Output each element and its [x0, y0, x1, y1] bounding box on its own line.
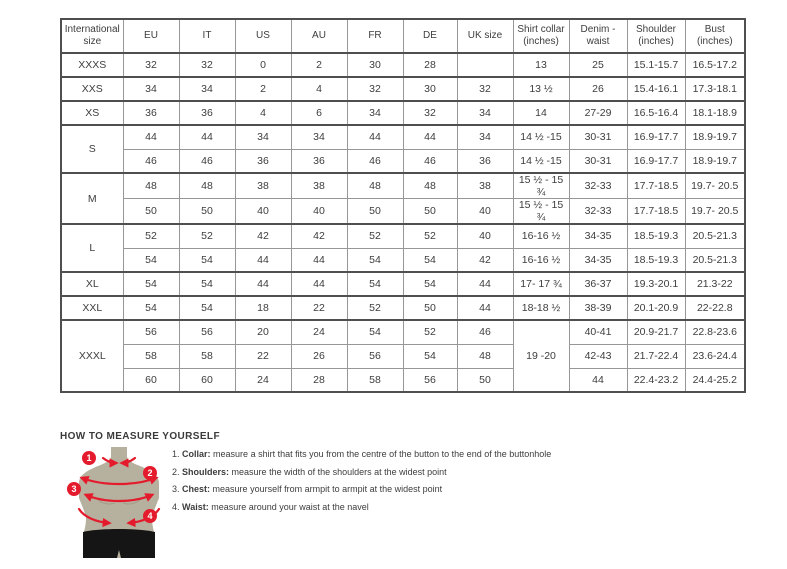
table-cell: 38	[457, 173, 513, 199]
table-cell: 27-29	[569, 101, 627, 125]
column-header: IT	[179, 19, 235, 53]
table-cell: 13 ½	[513, 77, 569, 101]
table-cell: 30-31	[569, 149, 627, 173]
table-cell: 52	[403, 224, 457, 248]
column-header: Denim - waist	[569, 19, 627, 53]
table-cell: 44	[291, 272, 347, 296]
table-cell: 4	[291, 77, 347, 101]
size-label-cell: XXXL	[61, 320, 123, 392]
table-row	[61, 125, 745, 149]
table-cell: 50	[403, 199, 457, 225]
table-row	[61, 224, 745, 248]
table-cell: 48	[347, 173, 403, 199]
table-cell: 54	[347, 272, 403, 296]
column-header: Shirt collar (inches)	[513, 19, 569, 53]
table-cell: 44	[347, 125, 403, 149]
table-cell: 42	[291, 224, 347, 248]
table-cell: 52	[347, 296, 403, 320]
size-label-cell: L	[61, 224, 123, 272]
table-cell: 44	[123, 125, 179, 149]
table-row	[61, 368, 745, 392]
table-cell: 44	[569, 368, 627, 392]
size-chart-table	[60, 18, 746, 393]
table-cell: 30-31	[569, 125, 627, 149]
table-cell: 17.3-18.1	[685, 77, 745, 101]
table-cell: 46	[457, 320, 513, 344]
table-cell: 22.8-23.6	[685, 320, 745, 344]
measure-section-heading: HOW TO MEASURE YOURSELF	[60, 431, 220, 442]
table-cell: 44	[403, 125, 457, 149]
table-cell: 34	[457, 101, 513, 125]
table-cell: 32	[179, 53, 235, 77]
table-cell: 34	[457, 125, 513, 149]
table-cell: 23.6-24.4	[685, 344, 745, 368]
column-header: Bust (inches)	[685, 19, 745, 53]
column-header: AU	[291, 19, 347, 53]
table-cell: 54	[347, 248, 403, 272]
instruction-waist	[172, 502, 551, 513]
table-cell: 48	[179, 173, 235, 199]
table-cell: 56	[123, 320, 179, 344]
table-row	[61, 272, 745, 296]
table-cell: 56	[347, 344, 403, 368]
table-cell: 20.5-21.3	[685, 224, 745, 248]
table-cell: 58	[123, 344, 179, 368]
table-cell: 54	[403, 344, 457, 368]
figure-badge-3	[67, 482, 81, 496]
figure-badge-2	[143, 466, 157, 480]
table-cell: 17.7-18.5	[627, 173, 685, 199]
table-cell: 38	[291, 173, 347, 199]
figure-badge-1	[82, 451, 96, 465]
instruction-term: Waist:	[182, 501, 209, 512]
table-cell: 36	[123, 101, 179, 125]
table-cell: 50	[123, 199, 179, 225]
size-label-cell: XL	[61, 272, 123, 296]
table-cell: 19.7- 20.5	[685, 199, 745, 225]
instruction-collar	[172, 449, 551, 460]
column-header: US	[235, 19, 291, 53]
table-cell: 32	[457, 77, 513, 101]
table-cell: 15 ½ - 15 ¾	[513, 199, 569, 225]
table-cell: 38-39	[569, 296, 627, 320]
table-cell: 36	[179, 101, 235, 125]
table-row	[61, 101, 745, 125]
table-cell: 54	[123, 248, 179, 272]
table-row	[61, 53, 745, 77]
instruction-number: 1.	[172, 449, 180, 459]
table-cell: 18	[235, 296, 291, 320]
instruction-term: Chest:	[182, 484, 211, 494]
table-cell: 15.1-15.7	[627, 53, 685, 77]
table-cell: 14 ½ -15	[513, 149, 569, 173]
size-label-cell: XXS	[61, 77, 123, 101]
table-cell	[457, 53, 513, 77]
table-cell: 17.7-18.5	[627, 199, 685, 225]
size-label-cell: M	[61, 173, 123, 224]
measure-instructions-list	[172, 449, 551, 519]
table-cell: 50	[457, 368, 513, 392]
table-cell: 16.9-17.7	[627, 149, 685, 173]
table-cell: 30	[403, 77, 457, 101]
svg-text:4: 4	[147, 511, 153, 522]
table-cell: 52	[347, 224, 403, 248]
table-cell: 36	[457, 149, 513, 173]
table-cell: 4	[235, 101, 291, 125]
instruction-shoulders	[172, 467, 551, 478]
table-row	[61, 173, 745, 199]
size-chart-header-row	[61, 19, 745, 53]
table-cell: 13	[513, 53, 569, 77]
table-cell: 28	[403, 53, 457, 77]
svg-text:2: 2	[147, 468, 153, 479]
table-cell: 44	[291, 248, 347, 272]
table-cell: 54	[123, 272, 179, 296]
table-cell: 58	[347, 368, 403, 392]
table-cell: 15.4-16.1	[627, 77, 685, 101]
table-cell: 38	[235, 173, 291, 199]
svg-text:3: 3	[71, 484, 77, 495]
table-cell: 34-35	[569, 248, 627, 272]
table-cell: 32	[347, 77, 403, 101]
table-cell: 16.9-17.7	[627, 125, 685, 149]
table-cell: 2	[235, 77, 291, 101]
table-cell: 60	[179, 368, 235, 392]
table-cell: 50	[179, 199, 235, 225]
table-cell: 28	[291, 368, 347, 392]
table-cell: 22	[291, 296, 347, 320]
column-header: UK size	[457, 19, 513, 53]
table-cell: 26	[291, 344, 347, 368]
table-cell: 34	[291, 125, 347, 149]
table-cell: 34-35	[569, 224, 627, 248]
table-cell: 20.5-21.3	[685, 248, 745, 272]
table-row	[61, 320, 745, 344]
table-cell: 54	[179, 248, 235, 272]
table-cell: 42	[457, 248, 513, 272]
table-cell: 40	[235, 199, 291, 225]
table-row	[61, 344, 745, 368]
instruction-number: 2.	[172, 466, 180, 477]
table-cell: 20.1-20.9	[627, 296, 685, 320]
table-cell: 26	[569, 77, 627, 101]
table-cell: 0	[235, 53, 291, 77]
table-cell: 52	[123, 224, 179, 248]
table-cell: 18-18 ½	[513, 296, 569, 320]
table-cell: 54	[123, 296, 179, 320]
torso-illustration-icon	[58, 446, 180, 564]
instruction-number: 4.	[172, 501, 180, 512]
table-cell: 16.5-16.4	[627, 101, 685, 125]
table-cell: 22.4-23.2	[627, 368, 685, 392]
table-cell: 40	[457, 199, 513, 225]
column-header: International size	[61, 19, 123, 53]
table-cell: 54	[347, 320, 403, 344]
table-row	[61, 199, 745, 225]
column-header: DE	[403, 19, 457, 53]
table-cell: 16-16 ½	[513, 248, 569, 272]
table-cell: 42	[235, 224, 291, 248]
table-cell: 18.1-18.9	[685, 101, 745, 125]
table-cell: 58	[179, 344, 235, 368]
instruction-desc: measure around your waist at the navel	[208, 501, 369, 512]
instruction-term: Collar:	[182, 449, 211, 459]
table-cell: 56	[403, 368, 457, 392]
table-cell: 56	[179, 320, 235, 344]
table-row	[61, 248, 745, 272]
table-cell: 2	[291, 53, 347, 77]
column-header: EU	[123, 19, 179, 53]
table-cell: 18.5-19.3	[627, 224, 685, 248]
table-cell: 50	[403, 296, 457, 320]
figure-badge-4	[143, 509, 157, 523]
table-cell: 20	[235, 320, 291, 344]
table-cell: 14	[513, 101, 569, 125]
table-cell: 34	[179, 77, 235, 101]
table-cell: 20.9-21.7	[627, 320, 685, 344]
table-cell: 52	[403, 320, 457, 344]
size-label-cell: XS	[61, 101, 123, 125]
table-cell: 40	[291, 199, 347, 225]
table-cell: 54	[403, 248, 457, 272]
table-cell: 30	[347, 53, 403, 77]
table-cell: 48	[457, 344, 513, 368]
table-cell: 14 ½ -15	[513, 125, 569, 149]
table-cell: 15 ½ - 15 ¾	[513, 173, 569, 199]
table-cell: 18.5-19.3	[627, 248, 685, 272]
table-cell: 44	[457, 272, 513, 296]
table-cell: 48	[123, 173, 179, 199]
table-cell: 44	[179, 125, 235, 149]
measurement-figure	[58, 446, 180, 564]
table-cell: 54	[403, 272, 457, 296]
table-row	[61, 296, 745, 320]
table-cell: 42-43	[569, 344, 627, 368]
table-cell: 24	[235, 368, 291, 392]
table-cell: 46	[347, 149, 403, 173]
table-cell: 32	[403, 101, 457, 125]
table-cell: 34	[347, 101, 403, 125]
table-cell: 36-37	[569, 272, 627, 296]
table-cell: 32	[123, 53, 179, 77]
table-cell: 24.4-25.2	[685, 368, 745, 392]
table-cell: 25	[569, 53, 627, 77]
table-cell: 18.9-19.7	[685, 149, 745, 173]
instruction-number: 3.	[172, 484, 180, 494]
instruction-chest	[172, 484, 551, 495]
table-cell: 54	[179, 272, 235, 296]
instruction-term: Shoulders:	[182, 466, 230, 477]
table-cell: 16.5-17.2	[685, 53, 745, 77]
table-cell: 17- 17 ¾	[513, 272, 569, 296]
table-cell: 32-33	[569, 199, 627, 225]
table-cell: 52	[179, 224, 235, 248]
table-cell: 36	[235, 149, 291, 173]
instruction-desc: measure a shirt that fits you from the centre of the button to the end of the buttonhole	[210, 449, 552, 459]
table-cell: 50	[347, 199, 403, 225]
table-cell: 36	[291, 149, 347, 173]
size-label-cell: XXL	[61, 296, 123, 320]
table-cell: 34	[235, 125, 291, 149]
table-cell: 19.7- 20.5	[685, 173, 745, 199]
column-header: Shoulder (inches)	[627, 19, 685, 53]
table-cell: 18.9-19.7	[685, 125, 745, 149]
table-cell: 44	[235, 272, 291, 296]
table-cell: 46	[403, 149, 457, 173]
svg-text:1: 1	[86, 453, 92, 464]
table-cell: 54	[179, 296, 235, 320]
size-label-cell: S	[61, 125, 123, 173]
table-cell: 19.3-20.1	[627, 272, 685, 296]
table-cell: 40	[457, 224, 513, 248]
size-label-cell: XXXS	[61, 53, 123, 77]
table-cell: 32-33	[569, 173, 627, 199]
table-cell: 44	[235, 248, 291, 272]
table-cell: 24	[291, 320, 347, 344]
shirt-collar-merged-cell: 19 -20	[513, 320, 569, 392]
table-cell: 21.3-22	[685, 272, 745, 296]
table-cell: 44	[457, 296, 513, 320]
table-row	[61, 149, 745, 173]
table-cell: 34	[123, 77, 179, 101]
size-chart-body	[61, 53, 745, 392]
table-cell: 46	[179, 149, 235, 173]
column-header: FR	[347, 19, 403, 53]
table-cell: 21.7-22.4	[627, 344, 685, 368]
table-cell: 40-41	[569, 320, 627, 344]
table-cell: 16-16 ½	[513, 224, 569, 248]
instruction-desc: measure the width of the shoulders at the widest point	[229, 466, 447, 477]
table-cell: 22-22.8	[685, 296, 745, 320]
table-cell: 22	[235, 344, 291, 368]
instruction-desc: measure yourself from armpit to armpit at the widest point	[210, 484, 443, 494]
table-cell: 6	[291, 101, 347, 125]
table-cell: 46	[123, 149, 179, 173]
table-cell: 48	[403, 173, 457, 199]
table-cell: 60	[123, 368, 179, 392]
table-row	[61, 77, 745, 101]
